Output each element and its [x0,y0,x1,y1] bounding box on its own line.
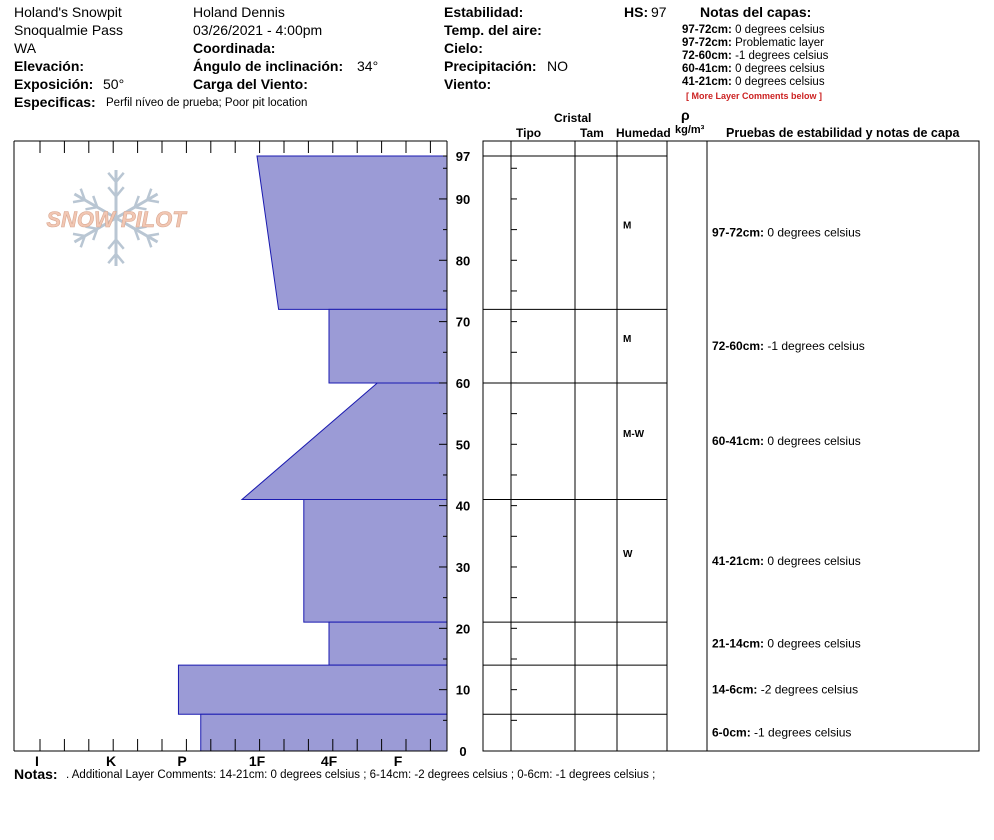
snowflake-branch [147,200,159,202]
layer-moisture: M [623,334,632,346]
stability-label: Estabilidad: [444,4,524,20]
depth-label-70: 70 [455,314,471,330]
specifics-value: Perfil níveo de prueba; Poor pit location [106,97,308,109]
hardness-layer-4 [329,622,447,665]
snowflake-branch [73,234,85,236]
coord-label: Coordinada: [193,40,276,56]
layer-note-item: 97-72cm: 0 degrees celsius [682,24,825,36]
hardness-layer-6 [201,714,447,751]
aspect-value: 50° [103,76,125,92]
pit-name: Holand's Snowpit [14,4,122,20]
specifics-label: Especificas: [14,94,96,110]
layer-note-item: 60-41cm: 0 degrees celsius [682,63,825,75]
layer-test-note: 97-72cm: 0 degrees celsius [712,225,861,240]
layer-moisture: M [623,220,632,232]
notes-text: . Additional Layer Comments: 14-21cm: 0 degrees celsius ; 6-14cm: -2 degrees celsius ; 0-6cm: -1 degrees celsius ; [66,769,656,781]
notes-label: Notas: [14,766,58,782]
col-rho: ρ [681,107,690,123]
hardness-layer-5 [178,665,447,714]
hardness-label-I: I [35,753,39,769]
aspect-label: Exposición: [14,76,94,92]
depth-label-80: 80 [455,253,471,269]
layer-test-note: 14-6cm: -2 degrees celsius [712,682,859,697]
hardness-label-1F: 1F [248,753,266,769]
hardness-label-P: P [177,753,187,769]
col-density-unit: kg/m³ [675,124,705,136]
depth-label-40: 40 [455,498,471,514]
depth-label-97: 97 [455,149,471,165]
slope-label: Ángulo de inclinación: [193,58,344,74]
hardness-layer-3 [304,500,447,623]
observer: Holand Dennis [193,4,285,20]
elevation-label: Elevación: [14,58,85,74]
depth-label-10: 10 [455,682,471,698]
layer-moisture: M-W [623,429,645,441]
col-tests: Pruebas de estabilidad y notas de capa [726,126,960,140]
hardness-layer-2 [242,383,447,500]
hardness-layer-0 [257,156,447,309]
more-layer-comments-link[interactable]: [ More Layer Comments below ] [686,91,823,101]
hardness-label-4F: 4F [320,753,338,769]
snowpilot-logo [46,170,187,266]
hardness-label-K: K [105,753,117,769]
precip-label: Precipitación: [444,58,537,74]
layer-note-item: 41-21cm: 0 degrees celsius [682,76,825,88]
depth-label-90: 90 [455,191,471,207]
layer-note-item: 72-60cm: -1 degrees celsius [682,50,829,62]
hs-value: 97 [651,4,667,20]
depth-label-50: 50 [455,437,471,453]
precip-value: NO [547,58,568,74]
location: Snoqualmie Pass [14,22,123,38]
col-tipo: Tipo [516,126,542,140]
snowflake-branch [73,200,85,202]
wind-load-label: Carga del Viento: [193,76,308,92]
layer-test-note: 6-0cm: -1 degrees celsius [712,725,852,740]
hs-label: HS: [624,4,649,20]
col-cristal: Cristal [554,111,592,125]
state: WA [14,40,37,56]
layer-test-note: 60-41cm: 0 degrees celsius [712,434,861,449]
col-tam: Tam [580,126,604,140]
wind-label: Viento: [444,76,492,92]
slope-value: 34° [357,58,379,74]
layer-moisture: W [623,548,633,560]
snowflake-branch [147,234,159,236]
datetime: 03/26/2021 - 4:00pm [193,22,323,38]
depth-label-30: 30 [455,559,471,575]
col-humedad: Humedad [616,126,671,140]
depth-label-0: 0 [459,744,467,759]
logo-text: SNOW PILOT [46,207,186,232]
air-temp-label: Temp. del aire: [444,22,542,38]
depth-label-20: 20 [455,621,471,637]
sky-label: Cielo: [444,40,483,56]
layer-notes-title: Notas del capas: [700,4,812,20]
depth-label-60: 60 [455,375,471,391]
layer-test-note: 21-14cm: 0 degrees celsius [712,636,861,651]
hardness-label-F: F [393,753,403,769]
layer-note-item: 97-72cm: Problematic layer [682,37,824,49]
layer-test-note: 41-21cm: 0 degrees celsius [712,553,861,568]
hardness-layer-1 [329,309,447,383]
layer-test-note: 72-60cm: -1 degrees celsius [712,339,865,354]
